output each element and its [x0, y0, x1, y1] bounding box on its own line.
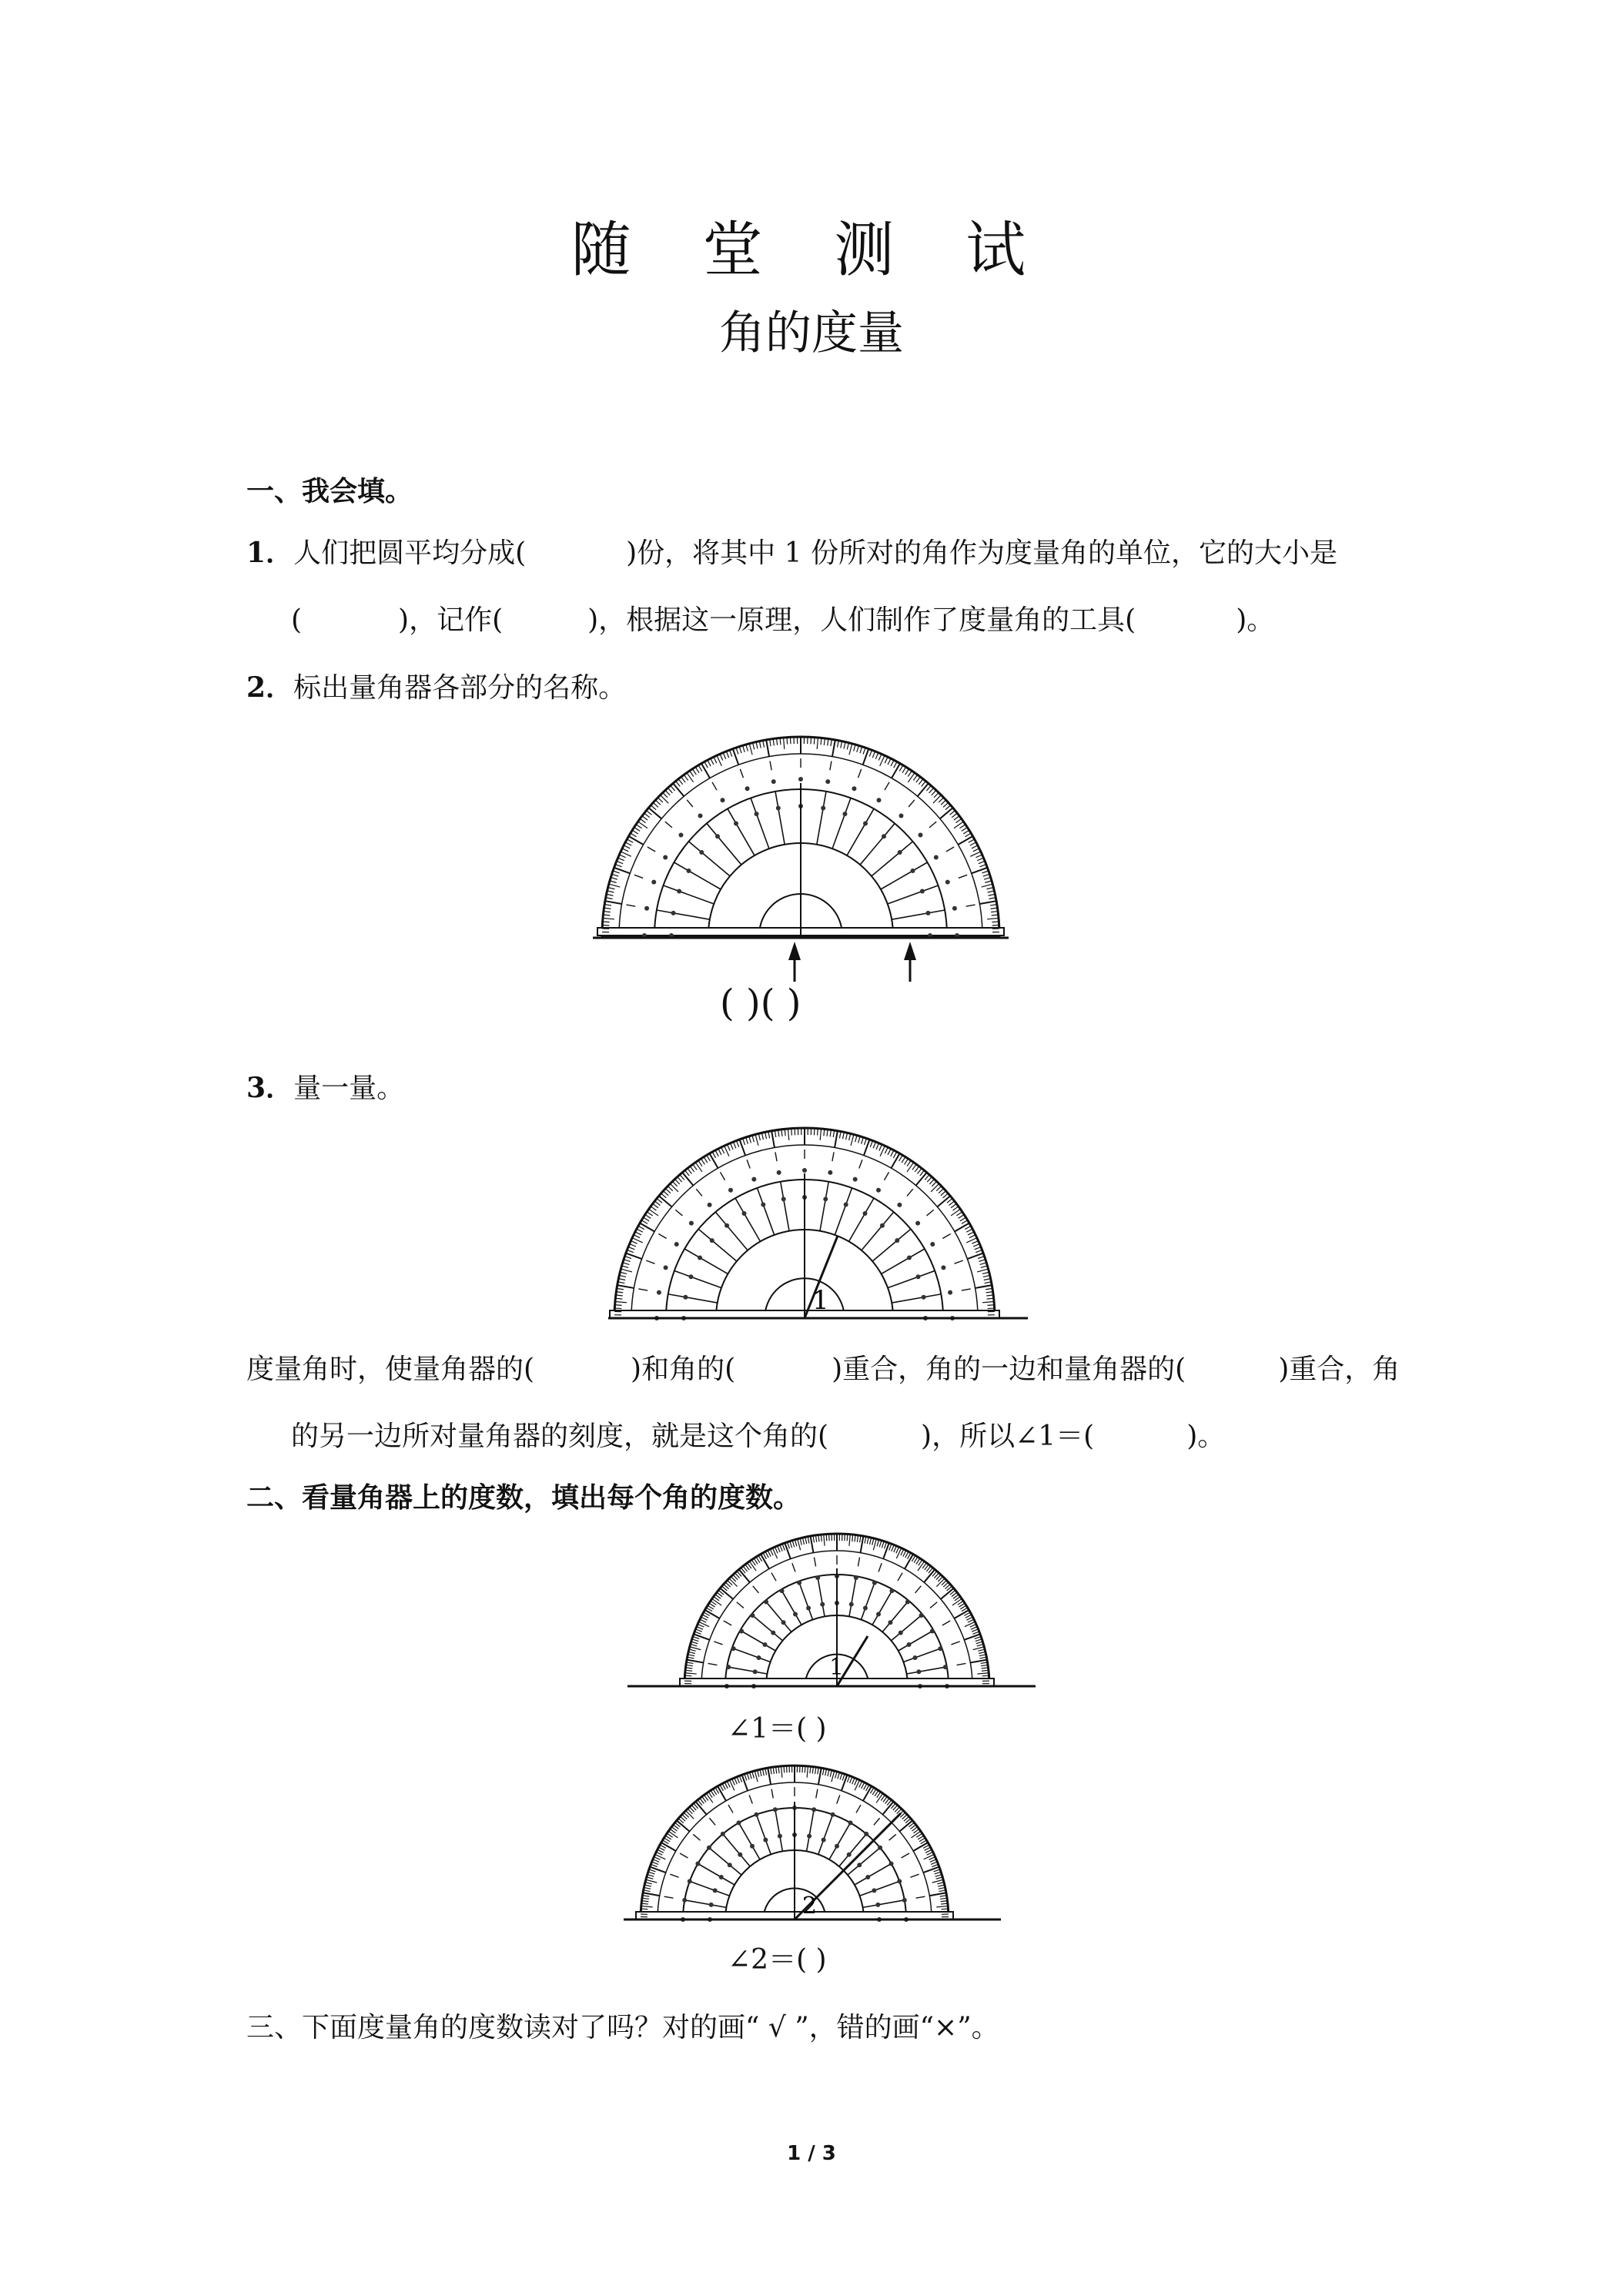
- section2-heading: 二、看量角器上的度数，填出每个角的度数。: [246, 1482, 801, 1514]
- q1-number: 1．: [246, 537, 294, 569]
- page-title: 随 堂 测 试: [571, 216, 1052, 285]
- q3-number: 3．: [246, 1072, 294, 1104]
- q3-desc-line2: [291, 1414, 1225, 1454]
- angle-1-label: 1: [812, 1285, 829, 1316]
- q1-text-a: 人们把圆平均分成(: [293, 537, 527, 569]
- q2-text: 标出量角器各部分的名称。: [293, 672, 627, 704]
- protractor-diagram-1: [593, 728, 1009, 982]
- q3-desc-b: )和角的(: [631, 1354, 736, 1385]
- page-subtitle: 角的度量: [719, 306, 904, 360]
- protractor-diagram-2: [601, 1120, 1032, 1328]
- q3-desc-d: )重合，角: [1278, 1354, 1400, 1385]
- angle-1-label-s2: 1: [829, 1654, 845, 1681]
- angle1-answer[interactable]: ∠1＝( ): [728, 1713, 827, 1745]
- q3-desc-a: 度量角时，使量角器的(: [246, 1354, 535, 1385]
- q1-text-c: (: [291, 604, 303, 636]
- section1-heading: 一、我会填。: [246, 476, 413, 507]
- q1-text-f: )。: [1236, 604, 1275, 636]
- protractor-diagram-3: [627, 1528, 1036, 1698]
- q2-number: 2．: [246, 671, 294, 704]
- q3-desc-c: )重合，角的一边和量角器的(: [832, 1354, 1186, 1385]
- angle-2-label: 2: [802, 1893, 818, 1919]
- q1-line2: [291, 598, 1274, 638]
- section3-heading: 三、下面度量角的度数读对了吗？对的画“ √ ”，错的画“×”。: [246, 2012, 999, 2043]
- q3-desc-g: )。: [1186, 1421, 1226, 1452]
- q1-text-d: )，记作(: [398, 604, 504, 636]
- q3-text: 量一量。: [293, 1073, 405, 1104]
- protractor-diagram-4: [624, 1759, 1001, 1929]
- q1-text-e: )，根据这一原理，人们制作了度量角的工具(: [587, 604, 1136, 636]
- page-number: 1 / 3: [787, 2142, 836, 2165]
- q3-desc-line1: [246, 1347, 1400, 1387]
- angle2-answer[interactable]: ∠2＝( ): [728, 1944, 827, 1976]
- q3-desc-e: 的另一边所对量角器的刻度，就是这个角的(: [291, 1421, 829, 1452]
- q2-label-blanks[interactable]: ( )( ): [720, 982, 801, 1025]
- q1-text-b: )份，将其中 1 份所对的角作为度量角的单位，它的大小是: [626, 537, 1337, 569]
- q3-desc-f: )，所以∠1＝(: [921, 1421, 1095, 1452]
- q2-line: [246, 666, 626, 705]
- q3-line: [246, 1066, 404, 1106]
- q1-line1: [246, 531, 1337, 571]
